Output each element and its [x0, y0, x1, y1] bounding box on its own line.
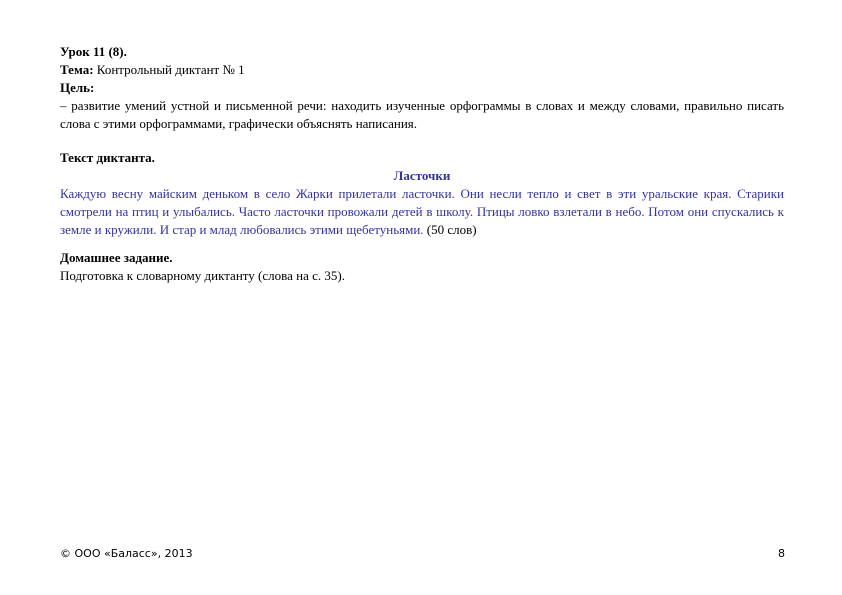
lesson-topic [60, 61, 784, 79]
word-count: (50 слов) [423, 222, 477, 237]
spacer [60, 133, 784, 149]
dictation-heading: Текст диктанта. [60, 150, 155, 165]
topic-label: Тема: [60, 62, 94, 77]
footer-page-number: 8 [778, 547, 785, 560]
dictation-title: Ласточки [393, 168, 451, 183]
homework-text: Подготовка к словарному диктанту (слова на с. 35). [60, 268, 345, 283]
homework-heading: Домашнее задание. [60, 250, 173, 265]
lesson-title: Урок 11 (8). [60, 44, 127, 59]
goal-text: – развитие умений устной и письменной речи: находить изученные орфограммы в словах и между словами, правильно писать слова с этими орфограммами, графически объяснять написания. [60, 98, 784, 131]
footer-copyright: © ООО «Баласс», 2013 [60, 547, 193, 560]
dictation-text [60, 185, 784, 239]
document-body [60, 43, 784, 285]
goal-label: Цель: [60, 80, 95, 95]
topic-value: Контрольный диктант № 1 [96, 62, 245, 77]
dictation-body: Каждую весну майским деньком в село Жарки прилетали ласточки. Они несли тепло и свет в эти уральские края. Старики смотрели на птиц и улыбались. Часто ласточки провожали детей в школу. Птицы ловко взлетали в небо. Потом они спускались к земле и кружили. И стар и млад любовались этими щебетуньями. [60, 186, 784, 237]
spacer [60, 239, 784, 249]
